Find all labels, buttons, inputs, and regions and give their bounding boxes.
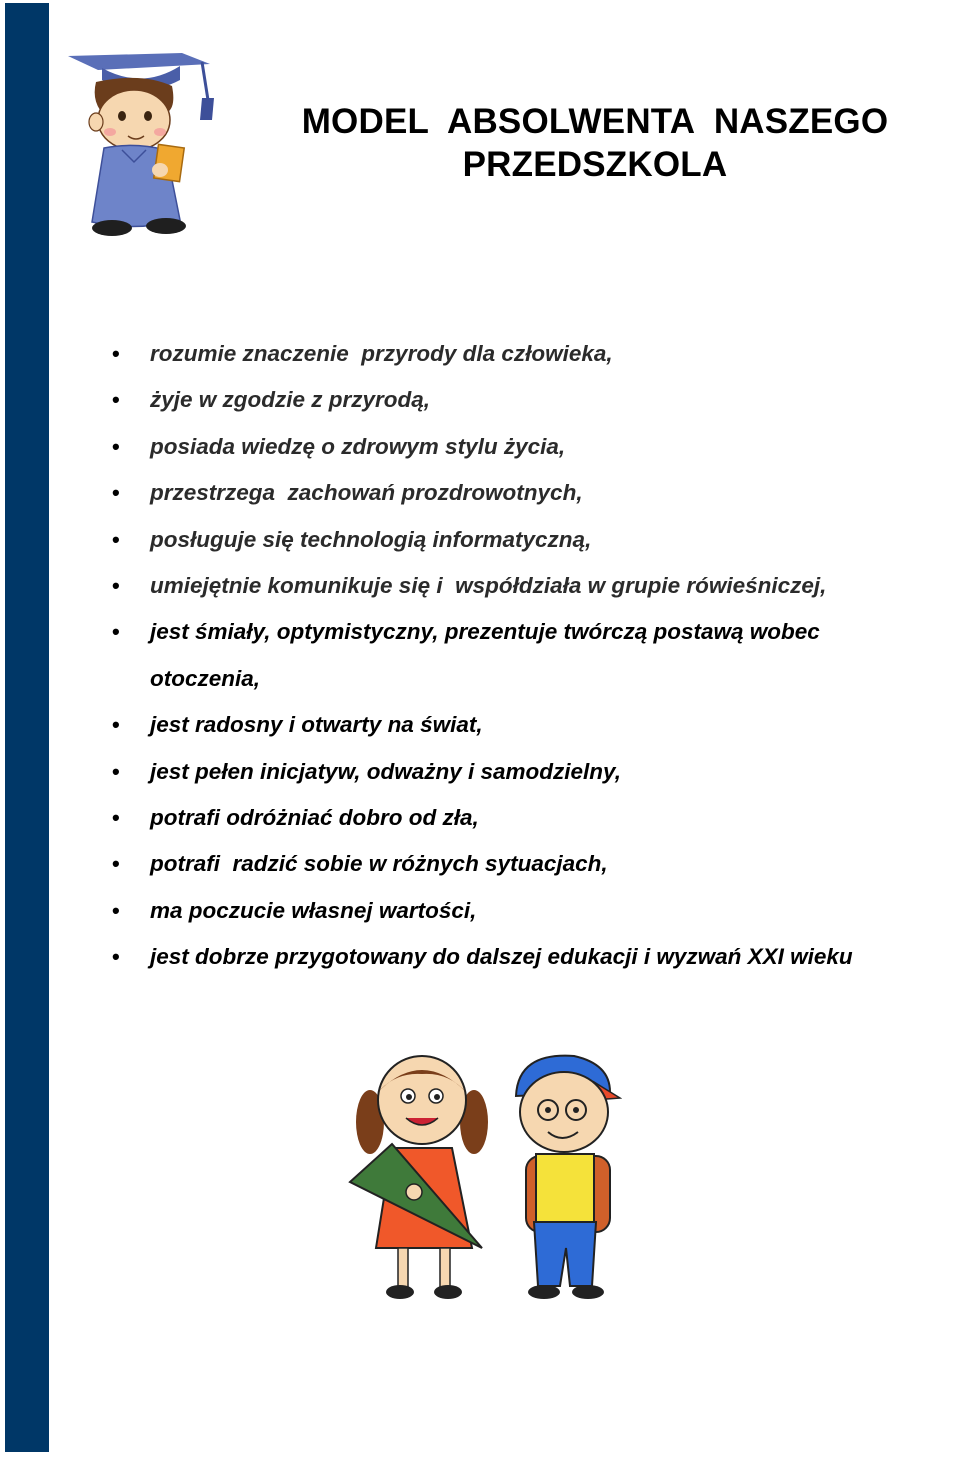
traits-list	[112, 331, 960, 981]
list-item-text: posługuje się technologią informatyczną,	[150, 526, 592, 552]
graduate-boy-illustration	[62, 50, 220, 245]
list-item-text: posiada wiedzę o zdrowym stylu życia,	[150, 433, 566, 459]
list-item	[112, 331, 960, 377]
bullet-icon: •	[112, 897, 120, 923]
bullet-icon: •	[112, 851, 120, 877]
list-item-text: jest dobrze przygotowany do dalszej edukacji i wyzwań XXI wieku	[150, 944, 853, 970]
bullet-icon: •	[112, 433, 120, 459]
bullet-icon: •	[112, 758, 120, 784]
title-line-2: PRZEDSZKOLA	[462, 145, 728, 184]
bullet-icon: •	[112, 573, 120, 599]
list-item	[112, 749, 960, 795]
list-item	[112, 517, 960, 563]
schoolchildren-illustration	[348, 1052, 622, 1304]
list-item	[112, 702, 960, 748]
list-item-text: potrafi radzić sobie w różnych sytuacjach,	[150, 851, 608, 877]
bullet-icon: •	[112, 712, 120, 738]
list-item-text: potrafi odróżniać dobro od zła,	[150, 805, 479, 831]
list-item-text: rozumie znaczenie przyrody dla człowieka,	[150, 341, 613, 366]
list-item-text: żyje w zgodzie z przyrodą,	[150, 387, 431, 413]
side-bar	[5, 3, 49, 1452]
list-item	[112, 563, 960, 609]
bullet-icon: •	[112, 480, 120, 506]
list-item-text: jest radosny i otwarty na świat,	[150, 712, 483, 738]
list-item	[112, 424, 960, 470]
list-item-text: jest śmiały, optymistyczny, prezentuje twórczą postawą wobec otoczenia,	[150, 619, 820, 691]
bullet-icon: •	[112, 387, 120, 413]
list-item	[112, 470, 960, 516]
bullet-icon: •	[112, 341, 120, 366]
list-item	[112, 609, 930, 702]
list-item	[112, 795, 960, 841]
list-item	[112, 888, 960, 934]
list-item-text: ma poczucie własnej wartości,	[150, 897, 477, 923]
bullet-icon: •	[112, 944, 120, 970]
list-item	[112, 841, 960, 887]
list-item-text: umiejętnie komunikuje się i współdziała w grupie rówieśniczej,	[150, 573, 827, 599]
list-item	[112, 934, 960, 980]
list-item	[112, 377, 960, 423]
bullet-icon: •	[112, 526, 120, 552]
bullet-icon: •	[112, 805, 120, 831]
list-item-text: jest pełen inicjatyw, odważny i samodzielny,	[150, 758, 621, 784]
bullet-icon: •	[112, 619, 120, 645]
list-item-text: przestrzega zachowań prozdrowotnych,	[150, 480, 583, 506]
page-title	[230, 100, 960, 186]
title-line-1: MODEL ABSOLWENTA NASZEGO	[301, 102, 889, 141]
